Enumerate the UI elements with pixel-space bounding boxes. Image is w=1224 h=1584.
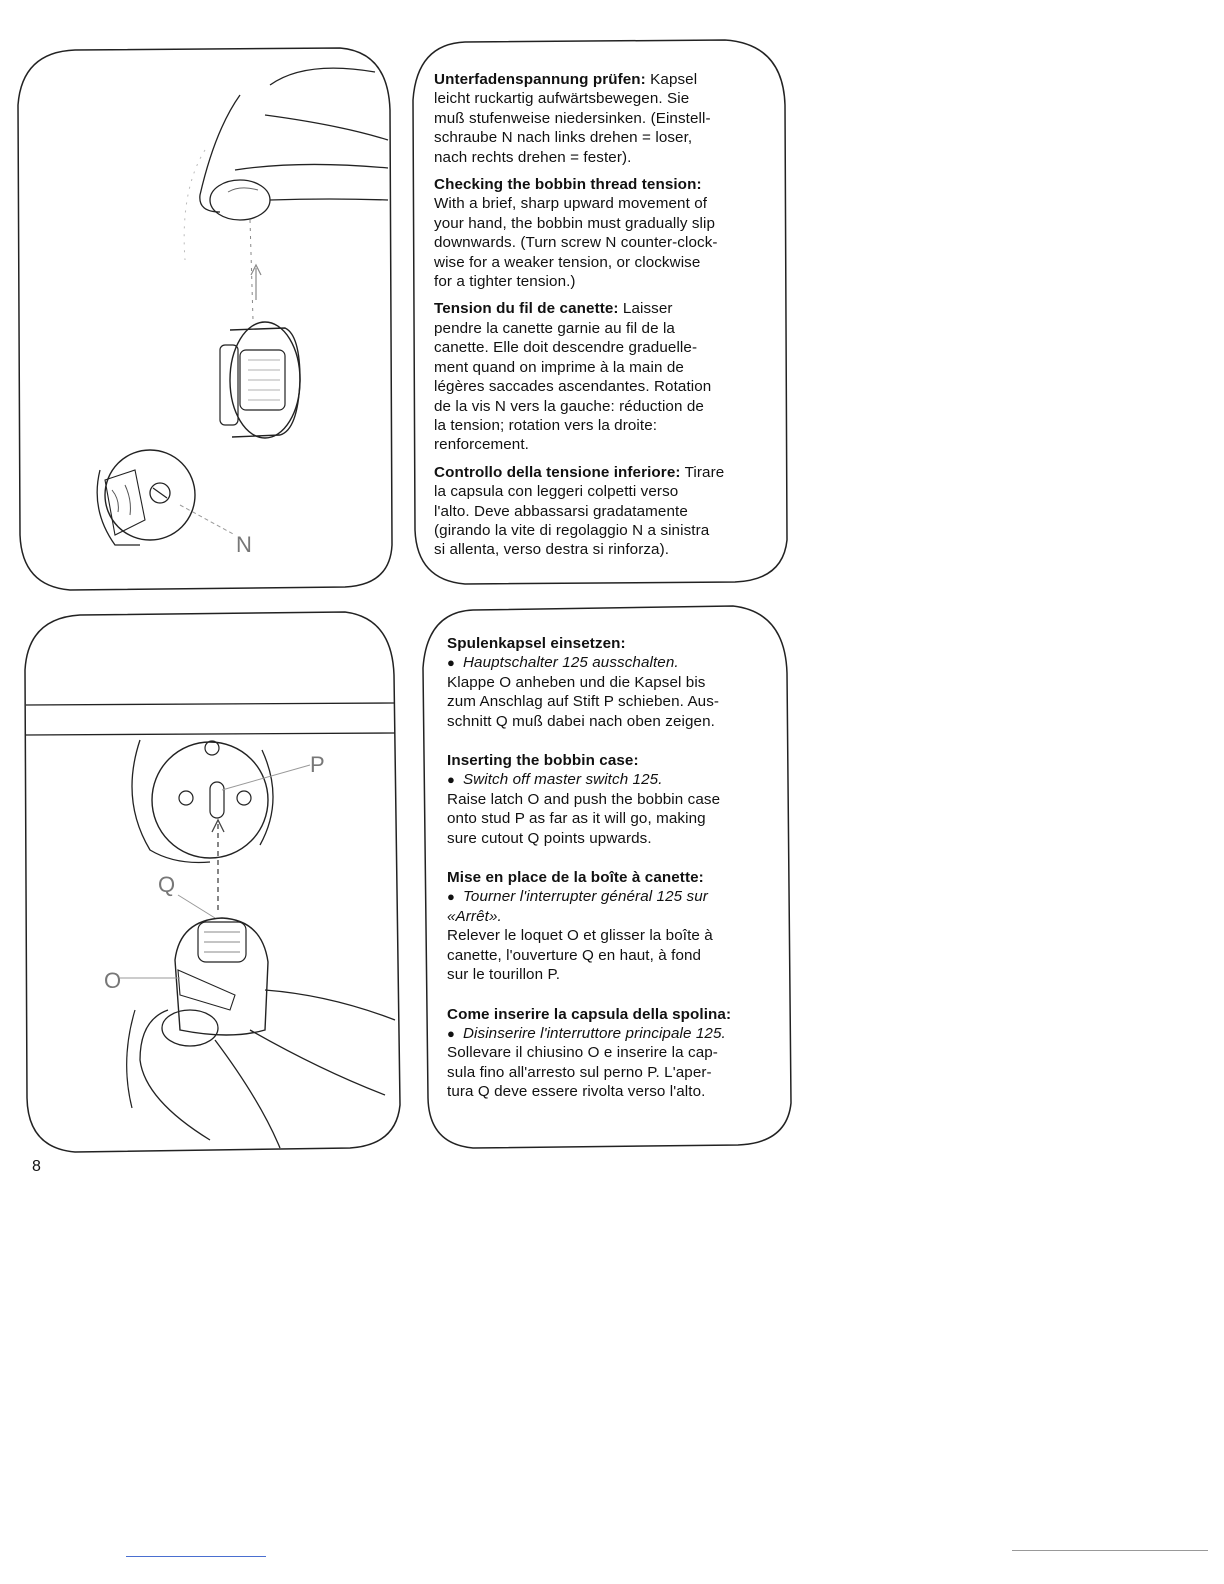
tension-de-line: leicht ruckartig aufwärtsbewegen. Sie [434,90,690,108]
tension-de-line: Kapsel [645,71,698,88]
insert-fr-line: Relever le loquet O et glisser la boîte à [447,927,713,945]
tension-en-line: With a brief, sharp upward movement of [434,195,708,213]
tension-it-line: (girando la vite di regolaggio N a sinistra [434,521,710,539]
insert-fr-line: canette, l'ouverture Q en haut, à fond [447,946,702,964]
tension-fr-heading: Tension du fil de canette: [434,300,619,318]
insert-it-bullet: ● Disinserire l'interruttore principale 125. [447,1024,792,1043]
illustration-panel-tension [0,0,410,600]
insert-fr-bullet: ● Tourner l'interrupter général 125 sur [447,887,792,906]
insert-it-line: Sollevare il chiusino O e inserire la cap- [447,1044,718,1062]
insert-en-paragraph [447,751,792,848]
label-latch-o: O [104,968,122,993]
insert-fr-bullet-continued: «Arrêt». [447,907,502,925]
text-panel-insert [413,598,805,1158]
insert-en-bullet: ● Switch off master switch 125. [447,770,792,789]
tension-fr-line: canette. Elle doit descendre graduelle- [434,339,698,357]
insert-instructions [447,634,792,1110]
insert-fr-paragraph [447,868,792,984]
tension-fr-line: pendre la canette garnie au fil de la [434,319,675,337]
insert-it-line: sula fino all'arresto sul perno P. L'aper- [447,1063,712,1081]
tension-en-paragraph [434,175,779,291]
insert-fr-line: sur le tourillon P. [447,966,561,984]
insert-de-line: Klappe O anheben und die Kapsel bis [447,673,706,691]
insert-it-line: tura Q deve essere rivolta verso l'alto. [447,1083,706,1101]
insert-illustration [0,600,415,1160]
tension-fr-paragraph [434,299,779,454]
tension-it-line: si allenta, verso destra si rinforza). [434,541,670,559]
label-screw-n: N [236,532,252,557]
tension-illustration [0,0,410,600]
insert-en-line: onto stud P as far as it will go, making [447,810,706,828]
tension-fr-line: Laisser [618,300,673,318]
tension-en-line: your hand, the bobbin must gradually slip [434,214,716,232]
tension-it-line: l'alto. Deve abbassarsi gradatamente [434,502,688,520]
insert-fr-heading: Mise en place de la boîte à canette: [447,869,704,887]
scan-line-bottom-right [1012,1550,1208,1551]
tension-fr-line: renforcement. [434,436,529,454]
tension-it-line: Tirare [680,463,725,481]
insert-en-line: Raise latch O and push the bobbin case [447,790,721,808]
tension-it-line: la capsula con leggeri colpetti verso [434,483,679,501]
tension-fr-line: ment quand on imprime à la main de [434,358,684,376]
insert-it-heading: Come inserire la capsula della spolina: [447,1005,732,1023]
insert-it-paragraph [447,1005,792,1102]
tension-de-line: nach rechts drehen = fester). [434,148,632,166]
tension-en-heading: Checking the bobbin thread tension: [434,176,702,194]
tension-de-line: muß stufenweise niedersinken. (Einstell- [434,109,711,127]
tension-fr-line: légères saccades ascendantes. Rotation [434,378,712,396]
tension-instructions [434,70,779,568]
text-panel-tension [405,30,805,610]
scan-line-bottom-left [126,1556,266,1557]
insert-de-line: zum Anschlag auf Stift P schieben. Aus- [447,693,720,711]
insert-de-line: schnitt Q muß dabei nach oben zeigen. [447,712,715,730]
tension-fr-line: la tension; rotation vers la droite: [434,416,658,434]
insert-de-heading: Spulenkapsel einsetzen: [447,635,626,652]
insert-en-heading: Inserting the bobbin case: [447,752,639,770]
tension-de-heading: Unterfadenspannung prüfen: [434,71,646,88]
illustration-panel-insert [0,600,415,1160]
tension-de-line: schraube N nach links drehen = loser, [434,129,693,147]
tension-de-paragraph [434,70,779,167]
tension-it-paragraph [434,463,779,560]
tension-it-heading: Controllo della tensione inferiore: [434,463,681,481]
insert-de-bullet: ● Hauptschalter 125 ausschalten. [447,653,792,672]
label-stud-p: P [310,752,325,777]
page-number: 8 [32,1158,41,1175]
label-cutout-q: Q [158,872,176,897]
tension-en-line: downwards. (Turn screw N counter-clock- [434,234,718,252]
tension-en-line: for a tighter tension.) [434,273,576,291]
tension-en-line: wise for a weaker tension, or clockwise [434,253,701,271]
insert-en-line: sure cutout Q points upwards. [447,829,652,847]
insert-de-paragraph [447,634,792,731]
tension-fr-line: de la vis N vers la gauche: réduction de [434,397,704,415]
